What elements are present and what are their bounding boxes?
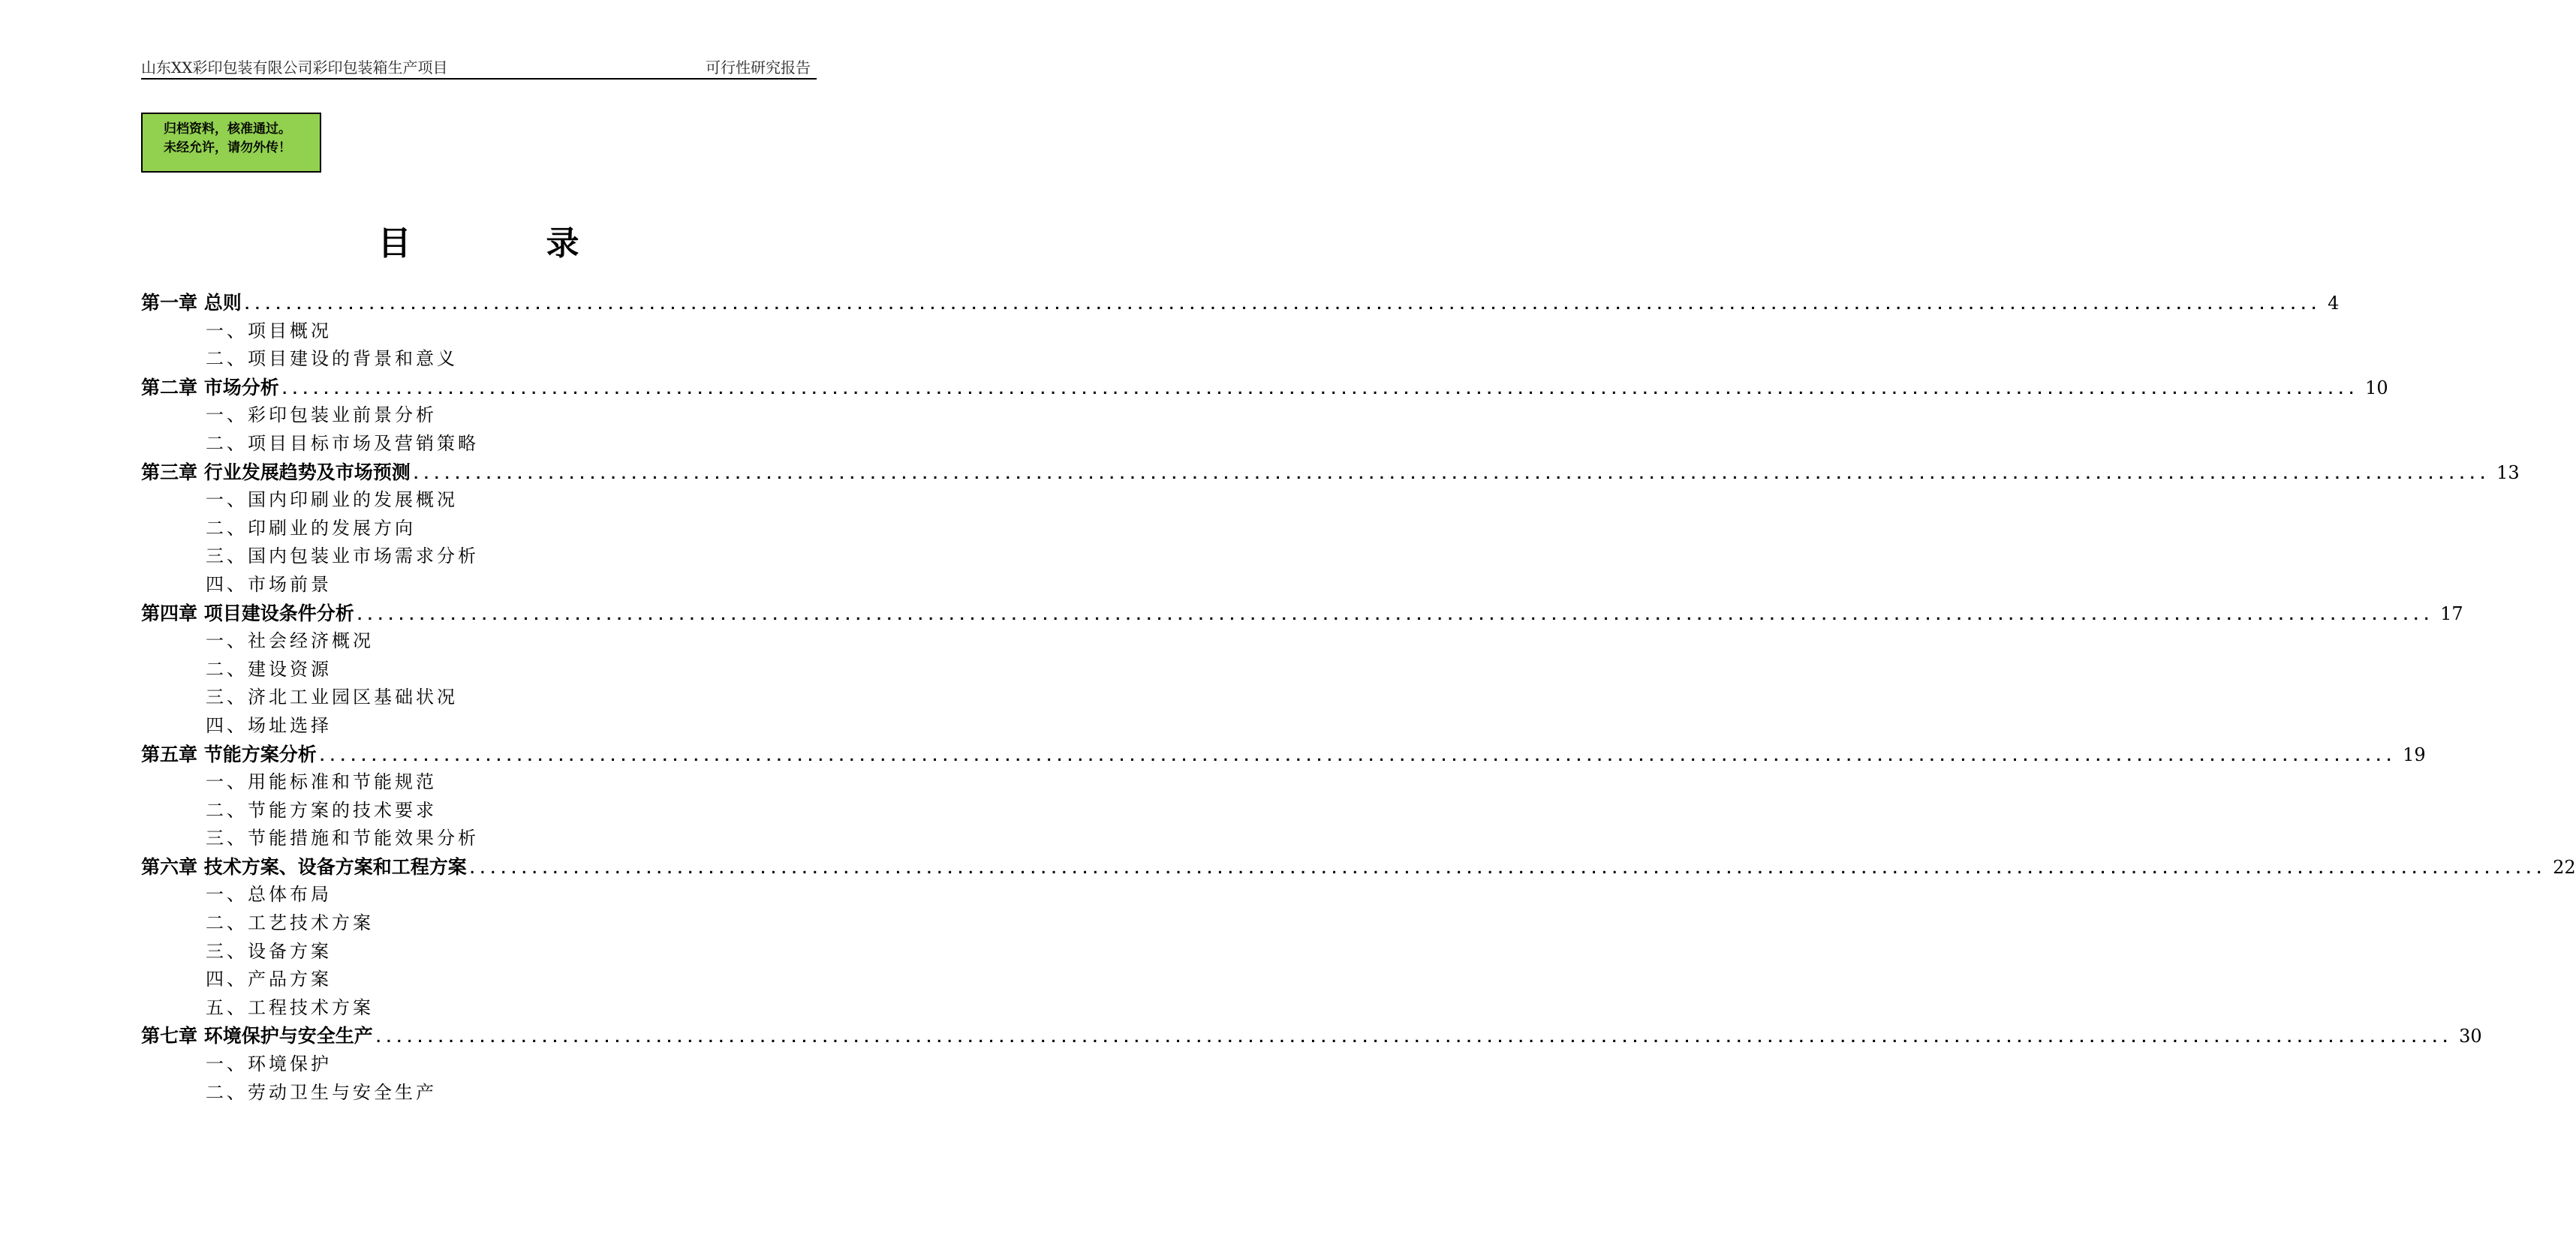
toc-section-entry[interactable]: 四、市场前景	[206, 573, 332, 595]
toc-dot-leader: ........................................................................................................................................................................................................	[355, 607, 2433, 624]
toc-dot-leader: ........................................................................................................................................................................................................	[374, 1030, 2452, 1047]
toc-title: 目录	[378, 224, 715, 263]
header-report-type: 可行性研究报告	[706, 59, 811, 77]
toc-section-entry[interactable]: 二、项目目标市场及营销策略	[206, 432, 479, 454]
toc-chapter-entry[interactable]	[141, 458, 2520, 487]
toc-section-entry[interactable]: 四、产品方案	[206, 969, 332, 990]
toc-dot-leader: ........................................................................................................................................................................................................	[411, 466, 2490, 482]
toc-section-entry[interactable]: 五、工程技术方案	[206, 996, 374, 1018]
toc-page-number: 13	[2496, 461, 2520, 483]
toc-chapter-title: 第四章 项目建设条件分析	[141, 602, 354, 624]
toc-section-entry[interactable]: 一、环境保护	[206, 1053, 332, 1075]
toc-section-entry[interactable]: 三、设备方案	[206, 940, 332, 962]
toc-section-entry[interactable]: 二、工艺技术方案	[206, 912, 374, 934]
toc-chapter-title: 第六章 技术方案、设备方案和工程方案	[141, 855, 467, 878]
toc-dot-leader: ........................................................................................................................................................................................................	[280, 381, 2358, 398]
toc-page-number: 10	[2365, 377, 2388, 398]
toc-section-entry[interactable]: 三、国内包装业市场需求分析	[206, 545, 479, 567]
toc-section-entry[interactable]: 二、印刷业的发展方向	[206, 517, 416, 539]
toc-section-entry[interactable]: 四、场址选择	[206, 714, 332, 736]
toc-chapter-title: 第三章 行业发展趋势及市场预测	[141, 461, 411, 483]
toc-section-entry[interactable]: 一、总体布局	[206, 884, 332, 906]
header-project-name: 山东XX彩印包装有限公司彩印包装箱生产项目	[141, 59, 448, 77]
toc-dot-leader: ........................................................................................................................................................................................................	[468, 861, 2546, 877]
toc-section-entry[interactable]: 一、彩印包装业前景分析	[206, 404, 437, 426]
toc-section-entry[interactable]: 一、用能标准和节能规范	[206, 771, 437, 793]
toc-chapter-entry[interactable]	[141, 599, 2463, 628]
toc-chapter-entry[interactable]	[141, 853, 2576, 882]
toc-chapter-entry[interactable]	[141, 741, 2426, 769]
table-of-contents	[141, 289, 2576, 1107]
toc-section-entry[interactable]: 一、项目概况	[206, 320, 332, 341]
toc-section-entry[interactable]: 三、济北工业园区基础状况	[206, 687, 458, 708]
toc-chapter-entry[interactable]	[141, 289, 2340, 317]
toc-chapter-title: 第二章 市场分析	[141, 376, 279, 398]
toc-dot-leader: ........................................................................................................................................................................................................	[242, 297, 2321, 313]
toc-section-entry[interactable]: 一、社会经济概况	[206, 630, 374, 652]
toc-chapter-title: 第一章 总则	[141, 292, 242, 314]
archive-notice-box	[141, 113, 321, 173]
toc-chapter-entry[interactable]	[141, 374, 2388, 402]
toc-dot-leader: ........................................................................................................................................................................................................	[317, 748, 2396, 765]
toc-section-entry[interactable]: 二、项目建设的背景和意义	[206, 348, 458, 370]
toc-section-entry[interactable]: 二、建设资源	[206, 658, 332, 680]
archive-notice-line-1: 归档资料，核准通过。	[164, 122, 291, 137]
toc-section-entry[interactable]: 二、节能方案的技术要求	[206, 799, 437, 821]
page-header	[141, 54, 817, 80]
toc-page-number: 22	[2553, 856, 2576, 878]
toc-page-number: 19	[2403, 744, 2426, 765]
toc-section-entry[interactable]: 三、节能措施和节能效果分析	[206, 828, 479, 849]
toc-page-number: 30	[2459, 1026, 2482, 1047]
toc-page-number: 17	[2440, 602, 2463, 624]
toc-chapter-entry[interactable]	[141, 1022, 2482, 1050]
toc-chapter-title: 第五章 节能方案分析	[141, 743, 317, 765]
toc-page-number: 4	[2328, 293, 2340, 314]
archive-notice-line-2: 未经允许，请勿外传！	[164, 140, 291, 155]
toc-chapter-title: 第七章 环境保护与安全生产	[141, 1025, 373, 1047]
toc-section-entry[interactable]: 一、国内印刷业的发展概况	[206, 489, 458, 511]
toc-section-entry[interactable]: 二、劳动卫生与安全生产	[206, 1081, 437, 1103]
